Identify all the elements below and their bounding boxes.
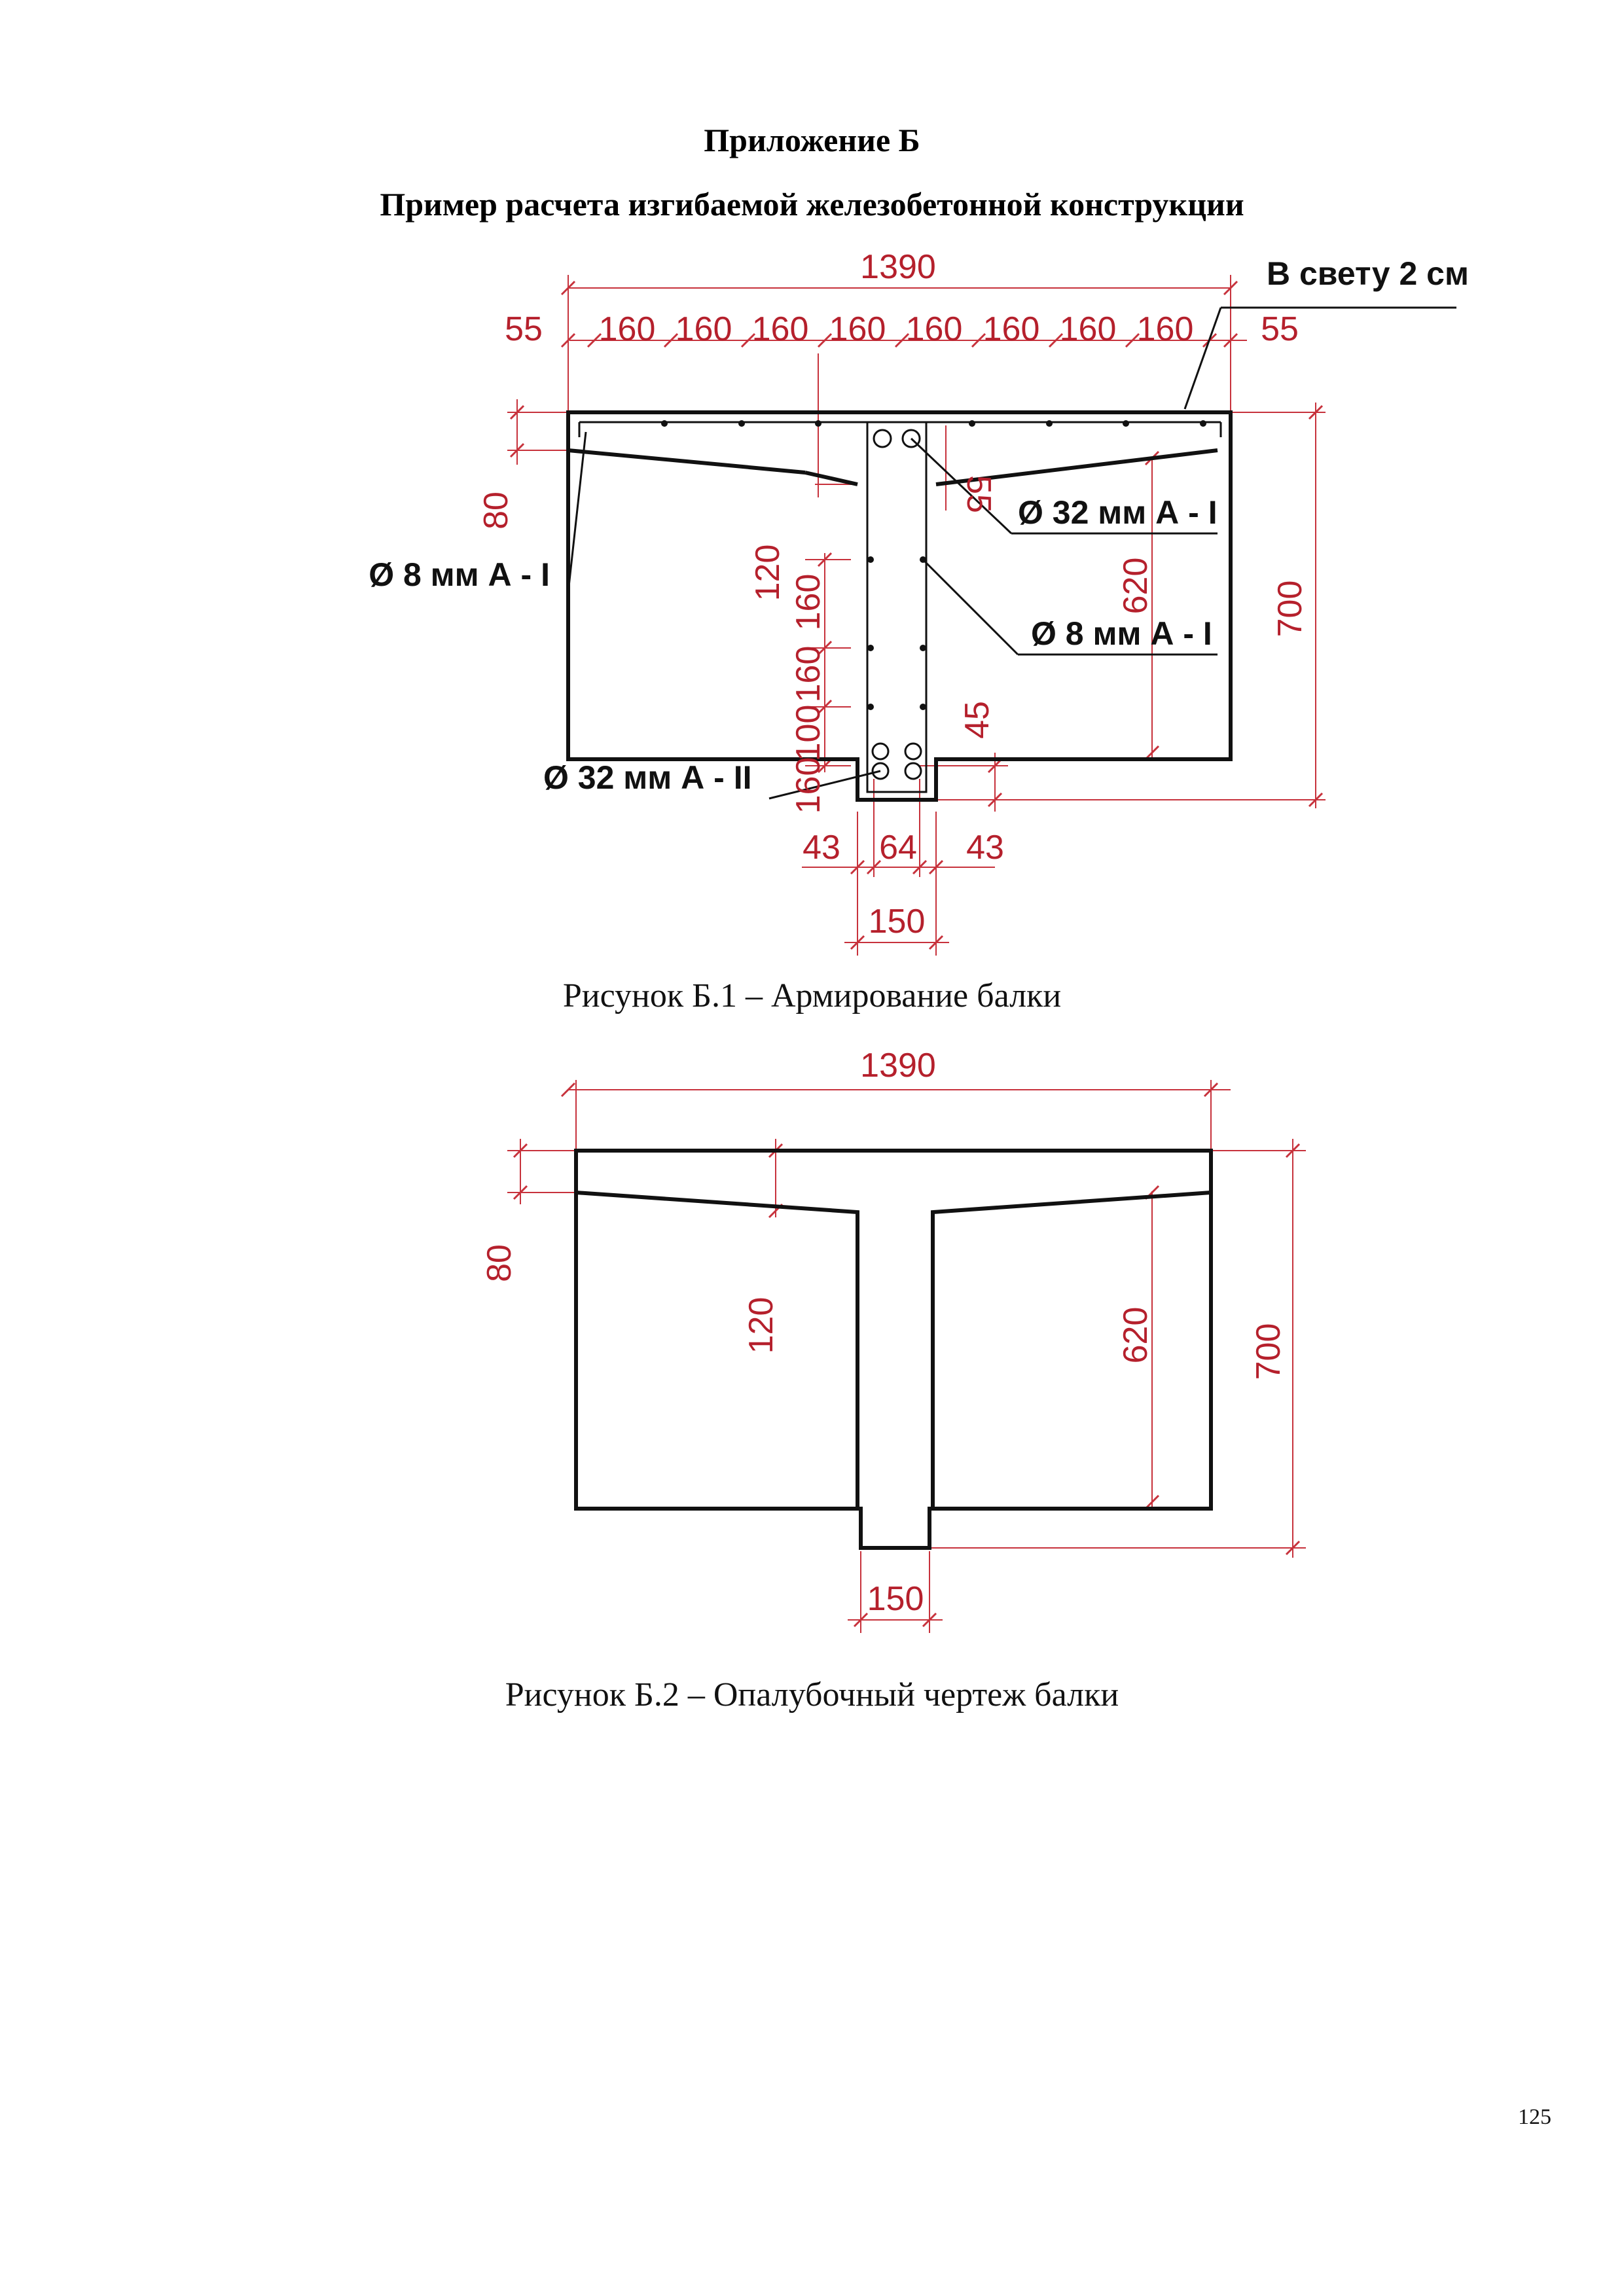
dim-web-height: 620	[1117, 557, 1155, 615]
dim-spacing: 160	[1059, 310, 1117, 348]
dim-web-width: 150	[868, 903, 926, 941]
dim-total-height: 700	[1250, 1323, 1288, 1380]
bottom-bar	[905, 763, 921, 779]
appendix-heading: Приложение Б	[704, 122, 920, 158]
dim-web-spacing: 160	[789, 645, 827, 703]
stirrup	[867, 422, 926, 792]
dim-cover-top: 55	[960, 475, 998, 513]
dim-total-width: 1390	[860, 248, 936, 286]
leader-lines	[568, 308, 1456, 798]
figure-formwork	[0, 1034, 1624, 1649]
dim-spacing: 160	[983, 310, 1040, 348]
dim-spacing: 160	[905, 310, 963, 348]
dim-flange-root: 120	[742, 1297, 780, 1354]
dim-flange: 80	[480, 1244, 518, 1282]
flange-haunch-right	[933, 1193, 1211, 1509]
dim-spacing: 160	[1136, 310, 1194, 348]
dim-flange-root: 120	[749, 544, 787, 601]
dim-edge-left: 55	[505, 310, 543, 348]
dim-edge-right: 55	[1261, 310, 1299, 348]
dim-total-width: 1390	[860, 1047, 936, 1085]
flange-haunch-left	[576, 1193, 857, 1509]
beam-outline	[576, 1151, 1211, 1548]
dimension-lines	[507, 1080, 1306, 1633]
bottom-bar	[873, 744, 888, 759]
dimension-texts	[477, 248, 1309, 941]
dimension-texts	[480, 1047, 1288, 1618]
bottom-bar	[905, 744, 921, 759]
dim-spacing: 160	[598, 310, 656, 348]
dim-web-cover-mid: 64	[879, 829, 917, 867]
figure2-caption: Рисунок Б.2 – Опалубочный чертеж балки	[505, 1676, 1119, 1713]
dim-web-width: 150	[867, 1580, 924, 1618]
label-bottom-bar: Ø 32 мм А - II	[543, 759, 752, 796]
figure-reinforcement	[0, 0, 1624, 969]
dim-web-cover-left: 43	[803, 829, 840, 867]
label-flange-bar: Ø 8 мм А - I	[369, 556, 550, 593]
page-number: 125	[1518, 2105, 1551, 2129]
flange-haunch-left	[568, 450, 805, 473]
label-top-bar: Ø 32 мм А - I	[1018, 494, 1218, 531]
dim-spacing: 160	[751, 310, 809, 348]
label-clear-spacing: В свету 2 см	[1267, 255, 1469, 292]
dim-total-height: 700	[1271, 580, 1309, 637]
dim-cover-bottom: 45	[958, 701, 996, 739]
dim-spacing: 160	[675, 310, 732, 348]
dim-web-spacing: 160	[789, 757, 827, 814]
dim-web-spacing: 160	[789, 573, 827, 631]
top-bar	[874, 430, 891, 447]
dim-web-cover-right: 43	[966, 829, 1004, 867]
label-stirrup: Ø 8 мм А - I	[1031, 615, 1212, 652]
dim-web-spacing: 100	[789, 704, 827, 762]
figure1-caption: Рисунок Б.1 – Армирование балки	[562, 977, 1062, 1014]
flange-haunch-left-end	[805, 473, 857, 484]
dim-spacing: 160	[829, 310, 886, 348]
dim-flange: 80	[477, 492, 515, 529]
document-title: Пример расчета изгибаемой железобетонной конструкции	[380, 186, 1244, 223]
dim-web-height: 620	[1117, 1306, 1155, 1364]
